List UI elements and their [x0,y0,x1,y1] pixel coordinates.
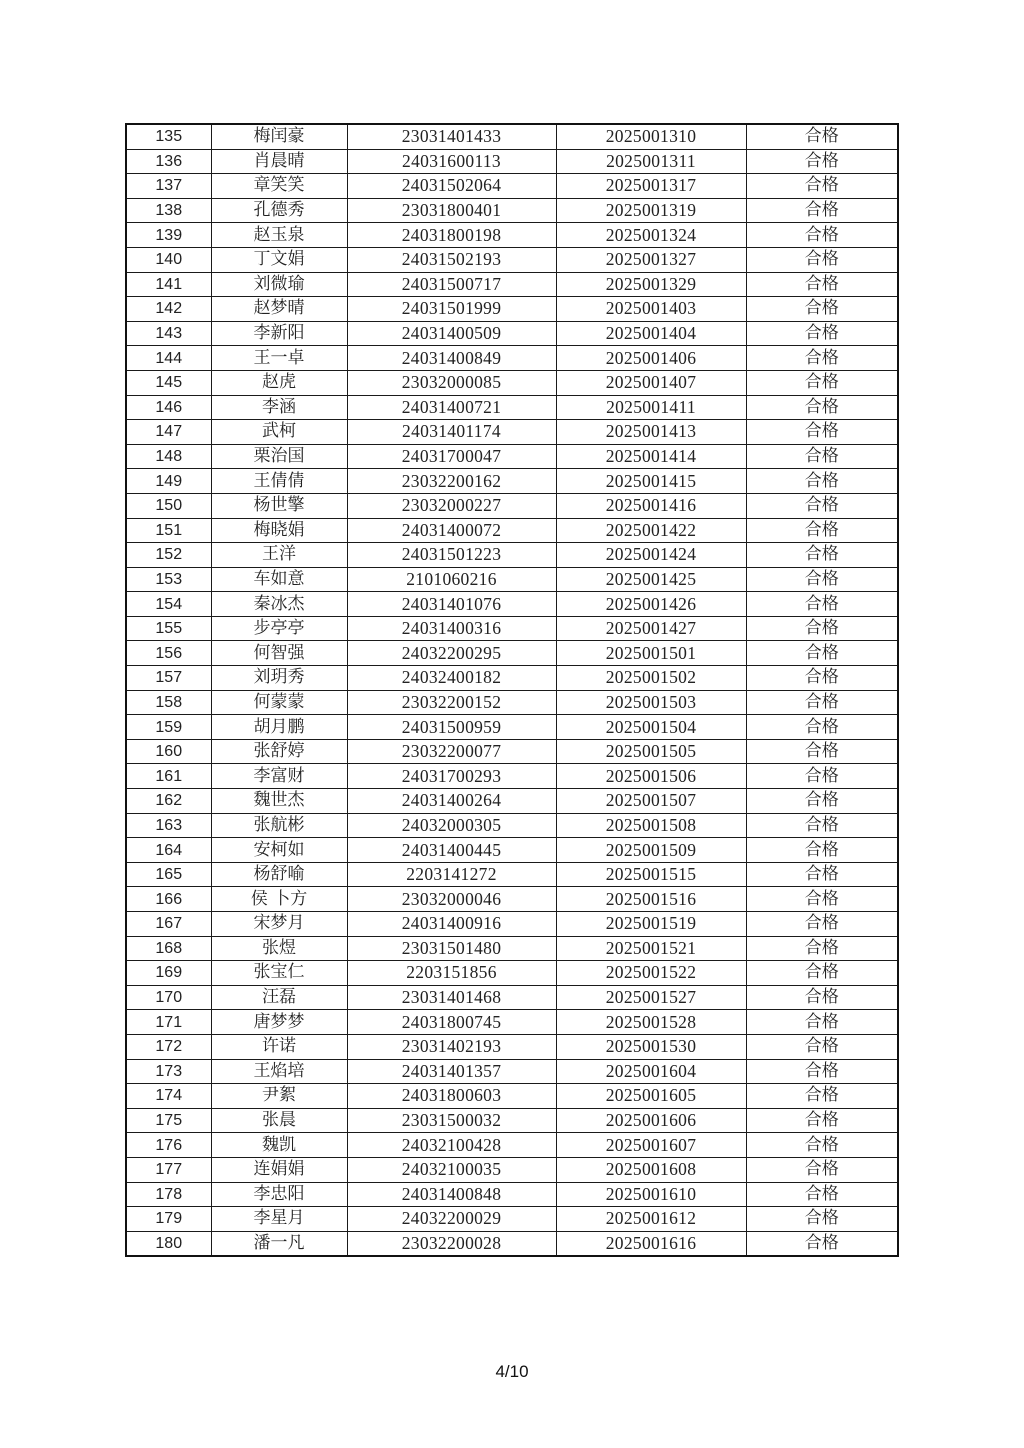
result-cell: 合格 [746,1084,898,1109]
table-row [126,1059,898,1084]
name-cell: 梅晓娟 [211,518,347,543]
table-row [126,666,898,691]
certificate-number-cell: 2025001508 [556,813,746,838]
name-cell: 魏世杰 [211,789,347,814]
result-cell: 合格 [746,862,898,887]
name-cell: 张舒婷 [211,739,347,764]
certificate-number-cell: 2025001527 [556,985,746,1010]
id-number-cell: 23031401468 [347,985,556,1010]
row-number-cell: 173 [126,1059,211,1084]
row-number-cell: 167 [126,912,211,937]
row-number-cell: 144 [126,346,211,371]
table-row [126,395,898,420]
row-number-cell: 143 [126,321,211,346]
result-cell: 合格 [746,739,898,764]
id-number-cell: 23032200028 [347,1231,556,1256]
id-number-cell: 24031401357 [347,1059,556,1084]
id-number-cell: 23031500032 [347,1108,556,1133]
name-cell: 连娟娟 [211,1157,347,1182]
table-row [126,420,898,445]
result-cell: 合格 [746,641,898,666]
result-cell: 合格 [746,715,898,740]
result-cell: 合格 [746,247,898,272]
row-number-cell: 157 [126,666,211,691]
certificate-number-cell: 2025001605 [556,1084,746,1109]
name-cell: 李星月 [211,1207,347,1232]
result-cell: 合格 [746,838,898,863]
result-cell: 合格 [746,223,898,248]
certificate-number-cell: 2025001616 [556,1231,746,1256]
result-cell: 合格 [746,666,898,691]
row-number-cell: 152 [126,543,211,568]
certificate-number-cell: 2025001403 [556,297,746,322]
id-number-cell: 23031402193 [347,1034,556,1059]
certificate-number-cell: 2025001416 [556,493,746,518]
certificate-number-cell: 2025001515 [556,862,746,887]
table-row [126,1207,898,1232]
row-number-cell: 180 [126,1231,211,1256]
name-cell: 张煜 [211,936,347,961]
row-number-cell: 162 [126,789,211,814]
id-number-cell: 24032100035 [347,1157,556,1182]
name-cell: 梅闰豪 [211,124,347,149]
id-number-cell: 23031401433 [347,124,556,149]
certificate-number-cell: 2025001519 [556,912,746,937]
row-number-cell: 138 [126,198,211,223]
certificate-number-cell: 2025001607 [556,1133,746,1158]
table-row [126,493,898,518]
row-number-cell: 174 [126,1084,211,1109]
id-number-cell: 24031401076 [347,592,556,617]
id-number-cell: 24031800198 [347,223,556,248]
name-cell: 赵玉泉 [211,223,347,248]
result-cell: 合格 [746,1034,898,1059]
result-cell: 合格 [746,1108,898,1133]
table-row [126,985,898,1010]
row-number-cell: 166 [126,887,211,912]
id-number-cell: 24032400182 [347,666,556,691]
name-cell: 王一卓 [211,346,347,371]
certificate-number-cell: 2025001503 [556,690,746,715]
id-number-cell: 24031400316 [347,616,556,641]
table-row [126,124,898,149]
result-cell: 合格 [746,1010,898,1035]
name-cell: 赵梦晴 [211,297,347,322]
id-number-cell: 24031400848 [347,1182,556,1207]
name-cell: 章笑笑 [211,174,347,199]
row-number-cell: 175 [126,1108,211,1133]
row-number-cell: 172 [126,1034,211,1059]
result-cell: 合格 [746,1133,898,1158]
name-cell: 唐梦梦 [211,1010,347,1035]
certificate-number-cell: 2025001413 [556,420,746,445]
table-row [126,223,898,248]
result-cell: 合格 [746,789,898,814]
name-cell: 张航彬 [211,813,347,838]
certificate-number-cell: 2025001610 [556,1182,746,1207]
result-cell: 合格 [746,1157,898,1182]
name-cell: 魏凯 [211,1133,347,1158]
name-cell: 刘玥秀 [211,666,347,691]
result-cell: 合格 [746,272,898,297]
id-number-cell: 23032000227 [347,493,556,518]
name-cell: 杨世擎 [211,493,347,518]
row-number-cell: 140 [126,247,211,272]
results-table-body [126,124,898,1256]
row-number-cell: 158 [126,690,211,715]
name-cell: 潘一凡 [211,1231,347,1256]
id-number-cell: 24031502193 [347,247,556,272]
name-cell: 孔德秀 [211,198,347,223]
result-cell: 合格 [746,985,898,1010]
result-cell: 合格 [746,493,898,518]
row-number-cell: 164 [126,838,211,863]
id-number-cell: 23032200152 [347,690,556,715]
result-cell: 合格 [746,543,898,568]
id-number-cell: 24031500959 [347,715,556,740]
id-number-cell: 23031501480 [347,936,556,961]
row-number-cell: 136 [126,149,211,174]
table-row [126,321,898,346]
id-number-cell: 23032000085 [347,370,556,395]
result-cell: 合格 [746,444,898,469]
table-row [126,862,898,887]
name-cell: 何智强 [211,641,347,666]
row-number-cell: 160 [126,739,211,764]
result-cell: 合格 [746,1059,898,1084]
row-number-cell: 151 [126,518,211,543]
table-row [126,813,898,838]
page-number: 4/10 [495,1362,529,1381]
result-cell: 合格 [746,567,898,592]
table-row [126,764,898,789]
table-row [126,1108,898,1133]
row-number-cell: 153 [126,567,211,592]
table-row [126,1157,898,1182]
table-row [126,936,898,961]
id-number-cell: 24032000305 [347,813,556,838]
name-cell: 安柯如 [211,838,347,863]
name-cell: 宋梦月 [211,912,347,937]
name-cell: 尹絮 [211,1084,347,1109]
certificate-number-cell: 2025001414 [556,444,746,469]
certificate-number-cell: 2025001415 [556,469,746,494]
id-number-cell: 24031400509 [347,321,556,346]
name-cell: 赵虎 [211,370,347,395]
certificate-number-cell: 2025001530 [556,1034,746,1059]
id-number-cell: 24032200029 [347,1207,556,1232]
id-number-cell: 24031400849 [347,346,556,371]
result-cell: 合格 [746,764,898,789]
row-number-cell: 178 [126,1182,211,1207]
result-cell: 合格 [746,961,898,986]
result-cell: 合格 [746,690,898,715]
row-number-cell: 156 [126,641,211,666]
result-cell: 合格 [746,813,898,838]
certificate-number-cell: 2025001425 [556,567,746,592]
certificate-number-cell: 2025001317 [556,174,746,199]
table-row [126,567,898,592]
table-row [126,272,898,297]
certificate-number-cell: 2025001407 [556,370,746,395]
result-cell: 合格 [746,616,898,641]
result-cell: 合格 [746,887,898,912]
id-number-cell: 24032200295 [347,641,556,666]
name-cell: 许诺 [211,1034,347,1059]
name-cell: 丁文娟 [211,247,347,272]
name-cell: 王倩倩 [211,469,347,494]
certificate-number-cell: 2025001404 [556,321,746,346]
id-number-cell: 24031800745 [347,1010,556,1035]
row-number-cell: 137 [126,174,211,199]
name-cell: 胡月鹏 [211,715,347,740]
table-row [126,297,898,322]
table-row [126,912,898,937]
row-number-cell: 148 [126,444,211,469]
table-row [126,739,898,764]
row-number-cell: 169 [126,961,211,986]
result-cell: 合格 [746,395,898,420]
certificate-number-cell: 2025001406 [556,346,746,371]
row-number-cell: 168 [126,936,211,961]
id-number-cell: 24032100428 [347,1133,556,1158]
certificate-number-cell: 2025001505 [556,739,746,764]
certificate-number-cell: 2025001319 [556,198,746,223]
table-row [126,518,898,543]
results-table [125,123,899,1257]
name-cell: 王焰培 [211,1059,347,1084]
result-cell: 合格 [746,518,898,543]
id-number-cell: 24031400721 [347,395,556,420]
id-number-cell: 24031400264 [347,789,556,814]
row-number-cell: 165 [126,862,211,887]
name-cell: 车如意 [211,567,347,592]
certificate-number-cell: 2025001516 [556,887,746,912]
table-row [126,444,898,469]
row-number-cell: 147 [126,420,211,445]
result-cell: 合格 [746,912,898,937]
certificate-number-cell: 2025001411 [556,395,746,420]
row-number-cell: 176 [126,1133,211,1158]
result-cell: 合格 [746,297,898,322]
certificate-number-cell: 2025001608 [556,1157,746,1182]
certificate-number-cell: 2025001521 [556,936,746,961]
id-number-cell: 24031502064 [347,174,556,199]
id-number-cell: 24031500717 [347,272,556,297]
row-number-cell: 171 [126,1010,211,1035]
result-cell: 合格 [746,936,898,961]
name-cell: 李富财 [211,764,347,789]
table-row [126,715,898,740]
id-number-cell: 24031400445 [347,838,556,863]
result-cell: 合格 [746,1207,898,1232]
certificate-number-cell: 2025001612 [556,1207,746,1232]
row-number-cell: 142 [126,297,211,322]
result-cell: 合格 [746,124,898,149]
certificate-number-cell: 2025001311 [556,149,746,174]
id-number-cell: 24031401174 [347,420,556,445]
table-row [126,616,898,641]
name-cell: 王洋 [211,543,347,568]
table-row [126,1133,898,1158]
id-number-cell: 2203141272 [347,862,556,887]
result-cell: 合格 [746,1182,898,1207]
result-cell: 合格 [746,420,898,445]
certificate-number-cell: 2025001502 [556,666,746,691]
result-cell: 合格 [746,174,898,199]
table-row [126,543,898,568]
result-cell: 合格 [746,370,898,395]
certificate-number-cell: 2025001426 [556,592,746,617]
row-number-cell: 150 [126,493,211,518]
id-number-cell: 24031501999 [347,297,556,322]
certificate-number-cell: 2025001329 [556,272,746,297]
row-number-cell: 159 [126,715,211,740]
table-row [126,370,898,395]
name-cell: 李新阳 [211,321,347,346]
table-row [126,690,898,715]
row-number-cell: 141 [126,272,211,297]
name-cell: 李涵 [211,395,347,420]
name-cell: 武柯 [211,420,347,445]
certificate-number-cell: 2025001327 [556,247,746,272]
row-number-cell: 149 [126,469,211,494]
certificate-number-cell: 2025001528 [556,1010,746,1035]
row-number-cell: 163 [126,813,211,838]
id-number-cell: 24031400072 [347,518,556,543]
table-row [126,838,898,863]
table-row [126,1010,898,1035]
row-number-cell: 155 [126,616,211,641]
name-cell: 张晨 [211,1108,347,1133]
name-cell: 步亭亭 [211,616,347,641]
table-row [126,1084,898,1109]
certificate-number-cell: 2025001507 [556,789,746,814]
table-row [126,592,898,617]
row-number-cell: 135 [126,124,211,149]
table-row [126,887,898,912]
result-cell: 合格 [746,592,898,617]
name-cell: 秦冰杰 [211,592,347,617]
id-number-cell: 23032000046 [347,887,556,912]
row-number-cell: 146 [126,395,211,420]
certificate-number-cell: 2025001324 [556,223,746,248]
id-number-cell: 24031400916 [347,912,556,937]
name-cell: 何蒙蒙 [211,690,347,715]
name-cell: 汪磊 [211,985,347,1010]
name-cell: 肖晨晴 [211,149,347,174]
row-number-cell: 161 [126,764,211,789]
certificate-number-cell: 2025001606 [556,1108,746,1133]
result-cell: 合格 [746,346,898,371]
result-cell: 合格 [746,321,898,346]
result-cell: 合格 [746,149,898,174]
name-cell: 张宝仁 [211,961,347,986]
result-cell: 合格 [746,198,898,223]
certificate-number-cell: 2025001427 [556,616,746,641]
certificate-number-cell: 2025001501 [556,641,746,666]
certificate-number-cell: 2025001422 [556,518,746,543]
id-number-cell: 23032200162 [347,469,556,494]
row-number-cell: 177 [126,1157,211,1182]
id-number-cell: 2101060216 [347,567,556,592]
certificate-number-cell: 2025001504 [556,715,746,740]
result-cell: 合格 [746,469,898,494]
name-cell: 侯 卜方 [211,887,347,912]
id-number-cell: 2203151856 [347,961,556,986]
name-cell: 栗治国 [211,444,347,469]
result-cell: 合格 [746,1231,898,1256]
id-number-cell: 24031600113 [347,149,556,174]
name-cell: 刘微瑜 [211,272,347,297]
table-row [126,1182,898,1207]
table-row [126,149,898,174]
id-number-cell: 24031700293 [347,764,556,789]
id-number-cell: 24031700047 [347,444,556,469]
certificate-number-cell: 2025001522 [556,961,746,986]
table-row [126,1231,898,1256]
table-row [126,198,898,223]
certificate-number-cell: 2025001506 [556,764,746,789]
id-number-cell: 23031800401 [347,198,556,223]
name-cell: 李忠阳 [211,1182,347,1207]
id-number-cell: 24031800603 [347,1084,556,1109]
table-row [126,1034,898,1059]
certificate-number-cell: 2025001509 [556,838,746,863]
table-row [126,641,898,666]
table-row [126,346,898,371]
row-number-cell: 170 [126,985,211,1010]
id-number-cell: 24031501223 [347,543,556,568]
table-row [126,961,898,986]
row-number-cell: 139 [126,223,211,248]
certificate-number-cell: 2025001424 [556,543,746,568]
row-number-cell: 179 [126,1207,211,1232]
certificate-number-cell: 2025001604 [556,1059,746,1084]
id-number-cell: 23032200077 [347,739,556,764]
certificate-number-cell: 2025001310 [556,124,746,149]
table-row [126,247,898,272]
row-number-cell: 145 [126,370,211,395]
table-row [126,469,898,494]
row-number-cell: 154 [126,592,211,617]
table-row [126,789,898,814]
table-row [126,174,898,199]
name-cell: 杨舒喻 [211,862,347,887]
